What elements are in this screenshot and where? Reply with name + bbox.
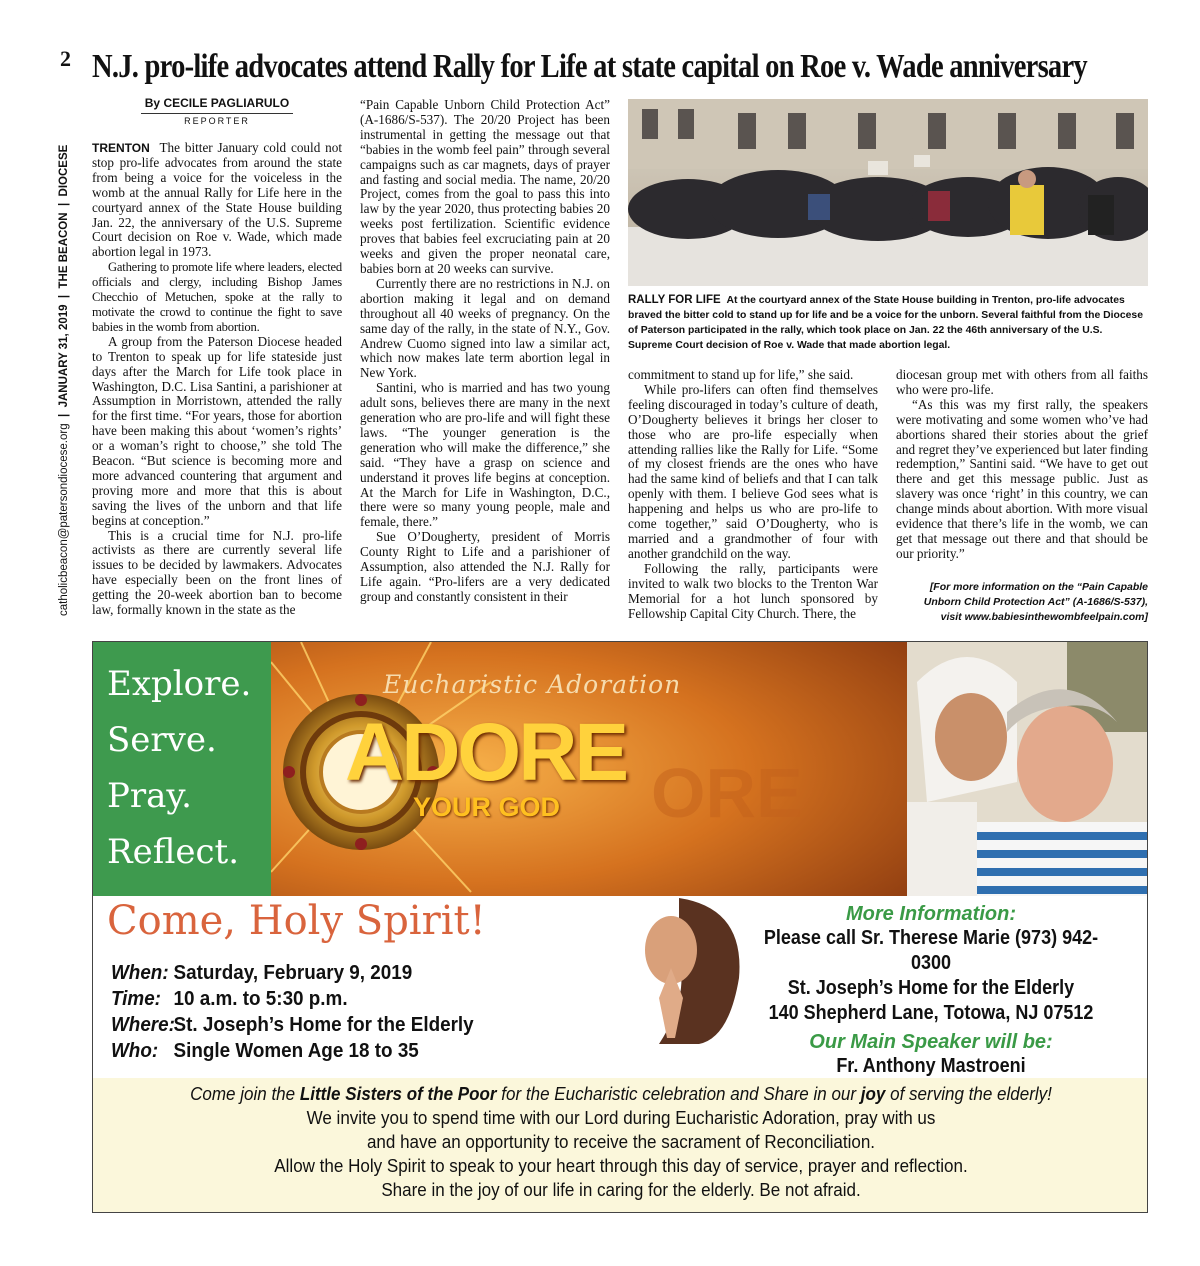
detail-label: Who:: [111, 1039, 159, 1062]
article-paragraph: commitment to stand up for life,” she said.: [628, 368, 854, 382]
detail-when: [111, 960, 474, 986]
photo-caption: [628, 293, 1148, 353]
article-paragraph: Currently there are no restrictions in N.J. on abortion making it legal and on demand throughout all 40 weeks of pregnancy. On the same day of the rally, in the state of N.Y., Gov. Andrew Cuomo signed into law a similar act, which now makes late term abortion legal in New York.: [360, 275, 610, 381]
article-column-4: [896, 368, 1148, 578]
svg-text:ORE: ORE: [651, 754, 803, 832]
dateline: TRENTON: [92, 141, 150, 155]
sidebar-date: JANUARY 31, 2019: [58, 304, 70, 408]
article-paragraph: Santini, who is married and has two young adult sons, believes there are many in the next generation who are pro-life and will fight these laws. “The younger generation is the generation who will make the difference,” she said. “They have a grasp on science and understand it proves life begins at conception. At the March for Life in Washington, D.C., there were so many young people, male and female, there.”: [360, 380, 610, 530]
article-paragraph: A group from the Paterson Diocese headed to Trenton to speak up for life stateside just days after the March for Life took place in Washington, D.C. Lisa Santini, a parishioner at Assumption in Morristown, attended the rally for the first time. “For years, those for abortion have been making this about ‘women’s rights’ or a woman’s right to choose,” she told The Beacon. “But science is becoming more and more advanced countering that argument and proving more and more that this is about saving the lives of the unborn and that life begins at conception.”: [92, 333, 342, 528]
invitation-emphasis: joy: [860, 1083, 886, 1104]
byline-name: By CECILE PAGLIARULO: [144, 96, 290, 110]
sidebar-separator: |: [58, 413, 70, 417]
detail-value: 10 a.m. to 5:30 p.m.: [173, 987, 348, 1010]
article-credit: [For more information on the “Pain Capable Unborn Child Protection Act” (A-1686/S-537), visit www.babiesinthewombfeelpain.com]: [923, 581, 1148, 623]
ad-more-info: [729, 902, 1133, 1079]
ad-eucharistic-title: Eucharistic Adoration: [383, 670, 682, 699]
headline: N.J. pro-life advocates attend Rally for Life at state capital on Roe v. Wade anniversary: [92, 48, 1087, 85]
paragraph-text: The bitter January cold could not stop pro-life advocates from around the state from being a voice for the voiceless in the womb at the annual Rally for Life here in the courtyard annex of the State House building Jan. 22, the anniversary of the U.S. Supreme Court decision on Roe v. Wade, which made abortion legal in 1973.: [92, 141, 342, 260]
invitation-text: of serving the elderly!: [885, 1083, 1052, 1104]
detail-time: [111, 986, 474, 1012]
ad-word-reflect: Reflect.: [107, 832, 240, 872]
ad-event-details: [111, 960, 474, 1064]
detail-value: Single Women Age 18 to 35: [173, 1039, 419, 1062]
ad-adore-text: ADORE: [345, 707, 627, 798]
invitation-line-5: Share in the joy of our life in caring for the elderly. Be not afraid.: [381, 1179, 861, 1200]
byline: [92, 96, 342, 126]
invitation-text: for the Eucharistic celebration and Share in our: [496, 1083, 861, 1104]
ad-word-serve: Serve.: [107, 720, 217, 760]
speaker-heading: Our Main Speaker will be:: [809, 1031, 1053, 1053]
sidebar-separator: |: [58, 202, 70, 207]
invitation-line-4: Allow the Holy Spirit to speak to your heart through this day of service, prayer and reflection.: [274, 1155, 968, 1176]
contact-address: 140 Shepherd Lane, Totowa, NJ 07512: [768, 1002, 1094, 1024]
detail-label: Time:: [111, 987, 161, 1010]
invitation-line-1: [135, 1082, 1107, 1106]
rally-photo: [628, 99, 1148, 286]
ad-invitation-box: [93, 1078, 1148, 1213]
rally-photo-image: [628, 99, 1148, 286]
detail-where: [111, 1012, 474, 1038]
byline-role: REPORTER: [184, 116, 250, 126]
sidebar-website: catholicbeacon@patersondiocese.org: [58, 423, 70, 616]
sidebar-separator: |: [58, 294, 70, 299]
byline-rule: [141, 113, 293, 114]
detail-who: [111, 1038, 474, 1064]
ad-sister-photo: [907, 642, 1148, 896]
caption-text: At the courtyard annex of the State House building in Trenton, pro-life advocates braved the bitter cold to stand up for life and be a voice for the unborn. Several faithful from the Diocese of Paterson participated in the rally, which took place on Jan. 22 the 46th anniversary of the U.S. Supreme Court decision of Roe v. Wade that made abortion legal.: [628, 295, 1143, 351]
sisters-photo-image: [907, 642, 1148, 896]
invitation-line-3: and have an opportunity to receive the sacrament of Reconciliation.: [366, 1131, 876, 1152]
detail-label: When:: [111, 961, 169, 984]
praying-woman-image: [619, 898, 745, 1044]
article-column-2: [360, 98, 610, 623]
sidebar-section: DIOCESE: [58, 144, 70, 197]
detail-value: Saturday, February 9, 2019: [173, 961, 413, 984]
article-paragraph: “As this was my first rally, the speakers were motivating and some women who’ve had abortions shared their stories about the grief and regret they’ve experienced but later finding redemption,” Santini said. “We have to get out there and get this message public. Just as slavery was once ‘right’ in this country, we can change minds about abortion. With more visual evidence that there’s life in the womb, we can get that message out there and that should be our priority.”: [896, 396, 1148, 561]
article-paragraph: [92, 141, 342, 260]
invitation-emphasis: Little Sisters of the Poor: [299, 1083, 497, 1104]
contact-call: Please call Sr. Therese Marie (973) 942-0300: [763, 927, 1099, 974]
ad-come-holy-spirit: Come, Holy Spirit!: [107, 898, 486, 944]
page-number: 2: [60, 46, 71, 71]
article-column-1: [92, 141, 342, 623]
article-paragraph: Following the rally, participants were invited to walk two blocks to the Trenton War Memorial for a hot lunch sponsored by Fellowship Capital City Church. There, the: [628, 560, 878, 621]
ad-your-god-text: YOUR GOD: [413, 792, 561, 822]
contact-home: St. Joseph’s Home for the Elderly: [787, 977, 1075, 999]
article-paragraph: Gathering to promote life where leaders, elected officials and clergy, including Bishop James Checchio of Metuchen, spoke at the rally to motivate the crowd to continue the fight to save babies in the womb from abortion.: [92, 260, 342, 334]
ad-word-pray: Pray.: [107, 776, 192, 816]
article-paragraph: diocesan group met with others from all faiths who were pro-life.: [896, 368, 1148, 397]
caption-label: RALLY FOR LIFE: [628, 294, 721, 306]
article-paragraph: While pro-lifers can often find themselves feeling discouraged in today’s culture of death, O’Dougherty believes it brings her closer to those who are pro-life especially when attending rallies like the Rally for Life. “Some of my closest friends are the ones who have had the same kind of beliefs and that I can talk openly with them. I believe God sees what is happening and helps us who are pro-life to come together,” said O’Dougherty, who is married and a grandmother of four with another grandchild on the way.: [628, 381, 878, 561]
invitation-line-2: We invite you to spend time with our Lord during Eucharistic Adoration, pray with us: [306, 1107, 936, 1128]
article-paragraph: This is a crucial time for N.J. pro-life activists as there are currently several life issues to be decided by lawmakers. Advocates have especially been on the front lines of getting the 20-week abortion ban to become law, formally known in the state as the: [92, 527, 342, 618]
sidebar-publication: THE BEACON: [58, 212, 70, 289]
article-paragraph: Sue O’Dougherty, president of Morris County Right to Life and a parishioner of Assumption, also attended the N.J. Rally for Life again. “Pro-lifers are a very dedicated group and constantly consistent in their: [360, 529, 610, 604]
advertisement: [92, 641, 1148, 1213]
ad-praying-woman-photo: [619, 898, 745, 1044]
ad-green-panel: [93, 642, 271, 896]
invitation-text: Come join the: [190, 1083, 300, 1104]
article-paragraph: “Pain Capable Unborn Child Protection Act” (A-1686/S-537). The 20/20 Project has been instrumental in getting the message out that “babies in the womb feel pain” through several campaigns such as car magnets, days of prayer and fasting and social media. The name, 20/20 Project, comes from the goal to pass this into law by the year 2020, thus protecting babies 20 weeks post fertilization. Scientific evidence proves that babies feel excruciating pain at 20 weeks and given the proper neonatal care, babies born at 20 weeks can survive.: [360, 98, 610, 276]
article-column-3: [628, 368, 878, 623]
detail-value: St. Joseph’s Home for the Elderly: [173, 1013, 474, 1036]
speaker-name: Fr. Anthony Mastroeni: [836, 1055, 1026, 1077]
sidebar-masthead: [54, 96, 78, 616]
detail-label: Where:: [111, 1013, 175, 1036]
ad-word-explore: Explore.: [107, 664, 252, 704]
more-info-heading: More Information:: [846, 903, 1016, 925]
